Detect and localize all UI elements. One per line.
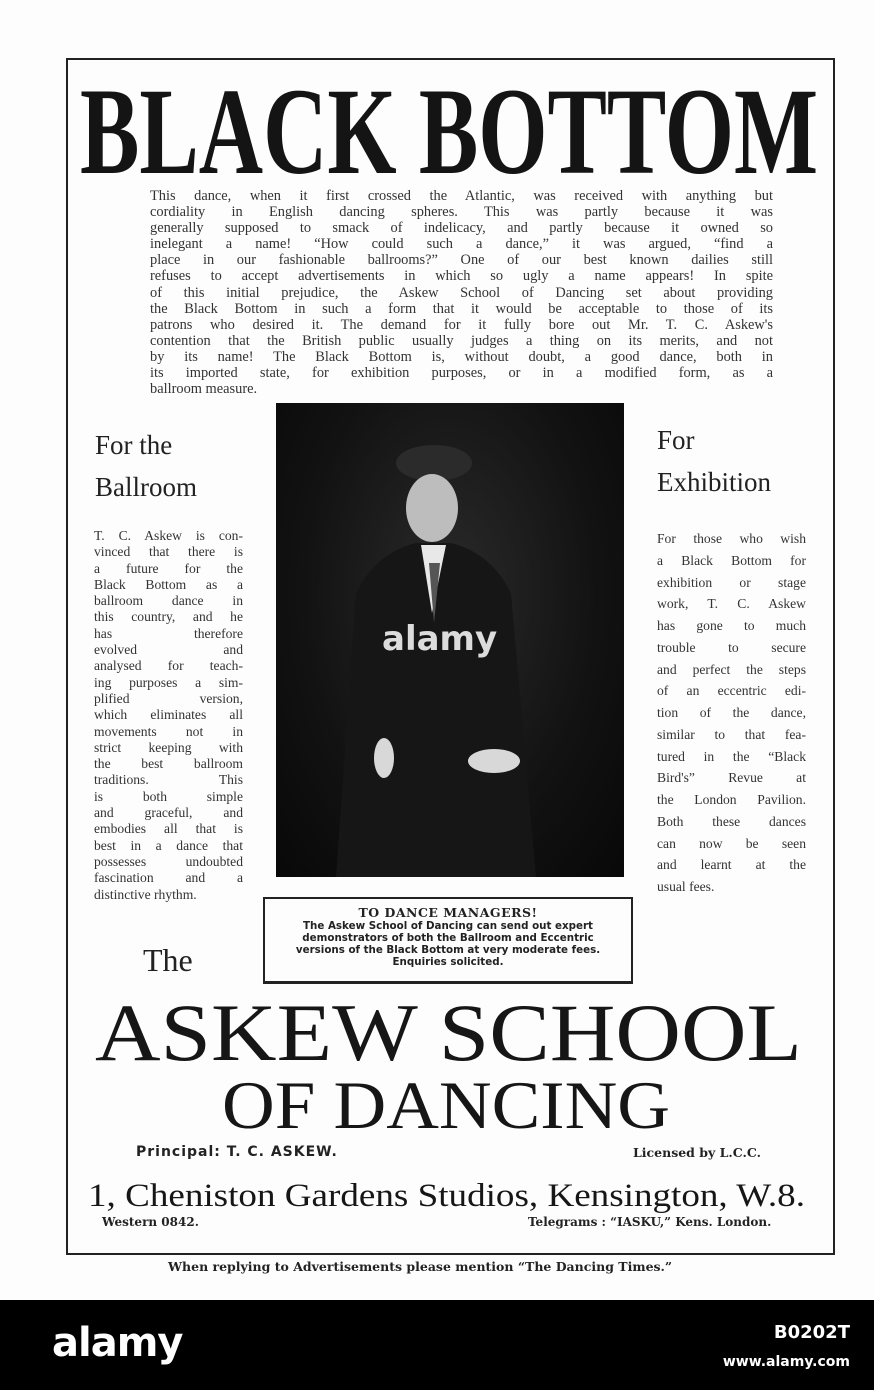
- svg-text:BLACK BOTTOM: BLACK BOTTOM: [80, 63, 818, 200]
- intro-paragraph: [150, 188, 773, 397]
- text-line: can now be seen: [657, 835, 806, 851]
- text-line: a future for the: [94, 560, 243, 576]
- text-line: usual fees.: [657, 879, 715, 894]
- text-line: and perfect the steps: [657, 661, 806, 677]
- text-line: best in a dance that: [94, 837, 243, 853]
- text-line: vinced that there is: [94, 544, 243, 560]
- notice-line: Enquiries solicited.: [392, 956, 504, 968]
- licensed: Licensed by L.C.C.: [633, 1145, 761, 1160]
- footer-note: When replying to Advertisements please mention “The Dancing Times.”: [168, 1259, 673, 1274]
- text-line: of an eccentric edi-: [657, 683, 806, 699]
- text-line: trouble to secure: [657, 639, 806, 655]
- phone-number: Western 0842.: [102, 1215, 199, 1229]
- text-line: ing purposes a sim-: [94, 674, 243, 690]
- notice-line: versions of the Black Bottom at very moderate fees.: [295, 944, 601, 956]
- text-line: similar to that fea-: [657, 726, 806, 742]
- text-line: place in our fashionable ballrooms?” One of our best known dailies still: [150, 252, 773, 269]
- text-line: the best ballroom: [94, 756, 243, 772]
- text-line: and graceful, and: [94, 805, 243, 821]
- text-line: ballroom measure.: [150, 381, 258, 398]
- school-name-line1: [95, 987, 805, 1078]
- notice-line: The Askew School of Dancing can send out expert: [303, 920, 593, 932]
- text-line: cordiality in English dancing spheres. This was partly because it was: [150, 204, 773, 221]
- text-line: tion of the dance,: [657, 705, 806, 720]
- text-line: a Black Bottom for: [657, 552, 806, 568]
- text-line: ballroom dance in: [94, 593, 243, 609]
- exhibition-column-text: [657, 528, 806, 898]
- notice-heading: TO DANCE MANAGERS!: [358, 905, 538, 920]
- text-line: For those who wish: [657, 531, 806, 546]
- telegrams: Telegrams : “IASKU,” Kens. London.: [528, 1215, 772, 1229]
- text-line: has therefore: [94, 625, 243, 641]
- text-line: generally supposed to smack of indelicacy, and partly because it owned so: [150, 220, 773, 237]
- text-line: has gone to much: [657, 618, 806, 633]
- text-line: distinctive rhythm.: [94, 886, 197, 902]
- text-line: by its name! The Black Bottom is, without doubt, a good dance, both in: [150, 348, 773, 365]
- svg-text:1, Cheniston Gardens Studios,: 1, Cheniston Gardens Studios, Kensington, W.8.: [88, 1178, 805, 1214]
- text-line: plified version,: [94, 690, 243, 706]
- text-line: refuses to accept advertisements in which so ugly a name appears! In spite: [150, 268, 773, 285]
- school-name-line2: [222, 1067, 672, 1143]
- text-line: movements not in: [94, 723, 243, 739]
- ballroom-heading: For the Ballroom: [95, 430, 197, 502]
- text-line: is both simple: [94, 788, 243, 804]
- text-line: this country, and he: [94, 609, 243, 625]
- text-line: the London Pavilion.: [657, 792, 806, 807]
- svg-text:OF DANCING: OF DANCING: [222, 1067, 670, 1143]
- address: [88, 1172, 808, 1216]
- text-line: Bird's” Revue at: [657, 770, 806, 786]
- text-line: traditions. This: [94, 772, 243, 788]
- dance-managers-notice: [263, 897, 633, 984]
- watermark-url: www.alamy.com: [722, 1354, 850, 1370]
- text-line: strict keeping with: [94, 739, 243, 755]
- portrait-photo: [276, 403, 624, 877]
- text-line: embodies all that is: [94, 821, 243, 837]
- text-line: Both these dances: [657, 813, 806, 829]
- text-line: T. C. Askew is con-: [94, 528, 243, 543]
- watermark-logo: alamy: [382, 619, 498, 659]
- text-line: evolved and: [94, 642, 243, 658]
- text-line: its imported state, for exhibition purposes, or in a modified form, as a: [150, 365, 773, 382]
- text-line: tured in the “Black: [657, 748, 806, 764]
- watermark-bar: [0, 1300, 874, 1390]
- text-line: of this initial prejudice, the Askew School of Dancing set about providing: [150, 284, 773, 301]
- text-line: This dance, when it first crossed the Atlantic, was received with anything but: [150, 188, 773, 204]
- principal: Principal: T. C. ASKEW.: [136, 1144, 338, 1160]
- text-line: the Black Bottom in such a form that it would be acceptable to those of its: [150, 300, 773, 317]
- text-line: exhibition or stage: [657, 574, 806, 590]
- text-line: possesses undoubted: [94, 853, 243, 869]
- text-line: contention that the British public usually judges a thing on its merits, and not: [150, 332, 773, 349]
- exhibition-heading: For Exhibition: [657, 425, 771, 497]
- notice-line: demonstrators of both the Ballroom and Eccentric: [302, 932, 594, 944]
- ballroom-column-text: [94, 528, 243, 903]
- text-line: patrons who desired it. The demand for it fully bore out Mr. T. C. Askew's: [150, 316, 773, 333]
- text-line: Black Bottom as a: [94, 576, 243, 592]
- text-line: work, T. C. Askew: [657, 596, 806, 612]
- text-line: and learnt at the: [657, 857, 806, 873]
- text-line: analysed for teach-: [94, 658, 243, 674]
- text-line: fascination and a: [94, 870, 243, 886]
- school-the: The: [143, 942, 193, 978]
- text-line: inelegant a name! “How could such a dance,” it was argued, “find a: [150, 236, 773, 253]
- text-line: which eliminates all: [94, 707, 243, 723]
- watermark-image-id: B0202T: [773, 1322, 850, 1343]
- svg-text:ASKEW SCHOOL: ASKEW SCHOOL: [95, 987, 802, 1078]
- watermark-brand: alamy: [52, 1320, 183, 1366]
